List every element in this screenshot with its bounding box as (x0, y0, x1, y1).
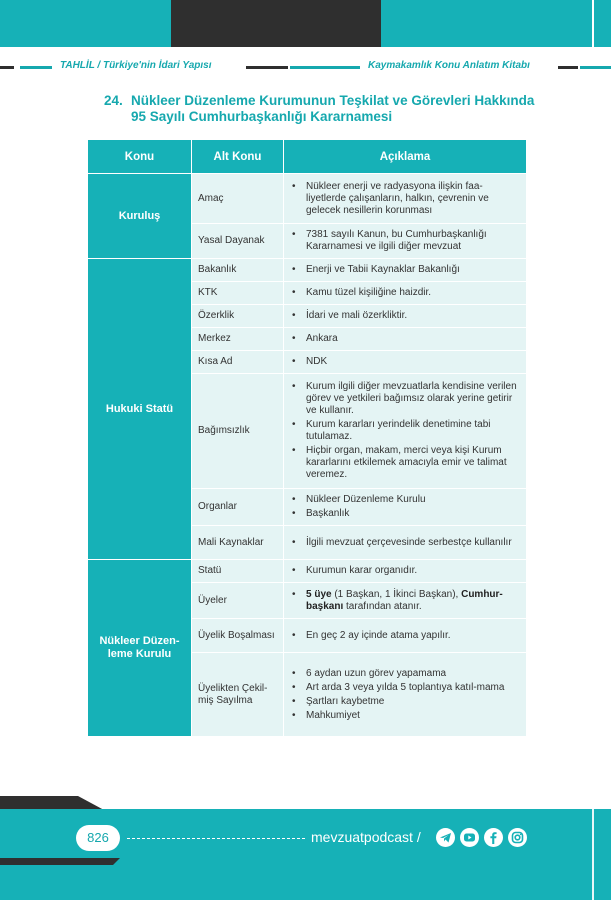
description-cell (284, 619, 527, 653)
list-item: • Kurum kararları yerindelik denetimine tabi tutulamaz. (288, 419, 520, 443)
page-number: 826 (76, 825, 120, 851)
list-item: • 6 aydan uzun görev yapamama (288, 668, 520, 680)
footer-dark-stripe (0, 796, 130, 810)
footer-brand: mevzuatpodcast / (311, 829, 421, 845)
description-cell (284, 374, 527, 489)
bold-text: 5 üye (306, 588, 332, 600)
category-cell: Kuruluş (88, 174, 192, 259)
table-row (88, 560, 527, 583)
header-rule (558, 66, 578, 69)
description-cell (284, 489, 527, 526)
facebook-icon[interactable] (484, 828, 503, 847)
list-item: • Nükleer Düzenleme Kurulu (288, 494, 520, 506)
list-item: • Kamu tüzel kişiliğine haizdir. (288, 287, 520, 299)
description-cell (284, 282, 527, 305)
column-header-aciklama: Açıklama (284, 140, 527, 174)
description-cell (284, 328, 527, 351)
category-cell: Hukuki Statü (88, 259, 192, 560)
description-cell (284, 526, 527, 560)
running-header (0, 58, 611, 76)
subtopic-cell: Özerklik (192, 305, 284, 328)
title-line-1: Nükleer Düzenleme Kurumunun Teşkilat ve Görevleri Hakkında (131, 93, 535, 108)
subtopic-cell: Bakanlık (192, 259, 284, 282)
top-dark-tab (171, 0, 381, 47)
header-book-title: Kaymakamlık Konu Anlatım Kitabı (368, 60, 530, 71)
list-item: • İlgili mevzuat çerçevesinde serbestçe kullanılır (288, 537, 520, 549)
subtopic-cell: Amaç (192, 174, 284, 224)
instagram-icon[interactable] (508, 828, 527, 847)
list-item: • Kurum ilgili diğer mevzuatlarla kendisine verilen görev ve yetkileri bağımsız olarak yerine getirir ve kullanır. (288, 381, 520, 417)
list-item: • Başkanlık (288, 508, 520, 520)
table-row (88, 174, 527, 224)
list-item: • 7381 sayılı Kanun, bu Cumhurbaşkanlığı Kararnamesi ve ilgili diğer mevzuat (288, 229, 520, 253)
telegram-icon[interactable] (436, 828, 455, 847)
list-item (288, 589, 520, 613)
header-rule (580, 66, 611, 69)
subtopic-cell: Organlar (192, 489, 284, 526)
list-item: • Art arda 3 veya yılda 5 toplantıya katıl-mama (288, 682, 520, 694)
youtube-icon[interactable] (460, 828, 479, 847)
subtopic-cell: Bağımsızlık (192, 374, 284, 489)
list-item: • Enerji ve Tabii Kaynaklar Bakanlığı (288, 264, 520, 276)
list-item: • En geç 2 ay içinde atama yapılır. (288, 630, 520, 642)
subtopic-cell: Üyelik Boşalması (192, 619, 284, 653)
category-cell: Nükleer Düzen-leme Kurulu (88, 560, 192, 737)
bold-text: Cumhur-başkanı (306, 588, 503, 612)
title-line-2: 95 Sayılı Cumhurbaşkanlığı Kararnamesi (131, 109, 393, 124)
subtopic-cell: Yasal Dayanak (192, 224, 284, 259)
footer-dashed-rule (127, 838, 305, 839)
header-rule (20, 66, 52, 69)
top-edge-line (592, 0, 594, 47)
subtopic-cell: Mali Kaynaklar (192, 526, 284, 560)
description-cell (284, 259, 527, 282)
footer-bottom-band (0, 865, 611, 900)
description-cell (284, 224, 527, 259)
description-cell (284, 305, 527, 328)
list-item: • Kurumun karar organıdır. (288, 565, 520, 577)
info-table (87, 139, 527, 737)
plain-text: (1 Başkan, 1 İkinci Başkan), (331, 588, 462, 600)
subtopic-cell: Üyelikten Çekil-miş Sayılma (192, 653, 284, 737)
list-item: • Ankara (288, 333, 520, 345)
table-header-row (88, 140, 527, 174)
footer-edge-line (592, 809, 594, 900)
header-rule (0, 66, 14, 69)
list-item: • İdari ve mali özerkliktir. (288, 310, 520, 322)
section-title (104, 93, 544, 125)
header-rule (246, 66, 288, 69)
list-item: • Mahkumiyet (288, 710, 520, 722)
subtopic-cell: Merkez (192, 328, 284, 351)
column-header-alt-konu: Alt Konu (192, 140, 284, 174)
description-cell (284, 174, 527, 224)
list-item: • Nükleer enerji ve radyasyona ilişkin faa-liyetlerde çalışanların, halkın, çevrenin ve gelecek nesillerin korunması (288, 181, 520, 217)
plain-text: tarafından atanır. (343, 600, 422, 612)
list-item: • Hiçbir organ, makam, merci veya kişi Kurum kararlarını etkilemek amacıyla emir ve talimat veremez. (288, 445, 520, 481)
list-item: • NDK (288, 356, 520, 368)
subtopic-cell: KTK (192, 282, 284, 305)
section-number: 24. (104, 93, 123, 108)
description-cell (284, 351, 527, 374)
subtopic-cell: Statü (192, 560, 284, 583)
list-item: • Şartları kaybetme (288, 696, 520, 708)
column-header-konu: Konu (88, 140, 192, 174)
description-cell (284, 583, 527, 619)
description-cell (284, 653, 527, 737)
header-book-section: TAHLİL / Türkiye'nin İdari Yapısı (60, 60, 212, 71)
subtopic-cell: Kısa Ad (192, 351, 284, 374)
description-cell (284, 560, 527, 583)
table-row (88, 259, 527, 282)
subtopic-cell: Üyeler (192, 583, 284, 619)
header-rule (290, 66, 360, 69)
